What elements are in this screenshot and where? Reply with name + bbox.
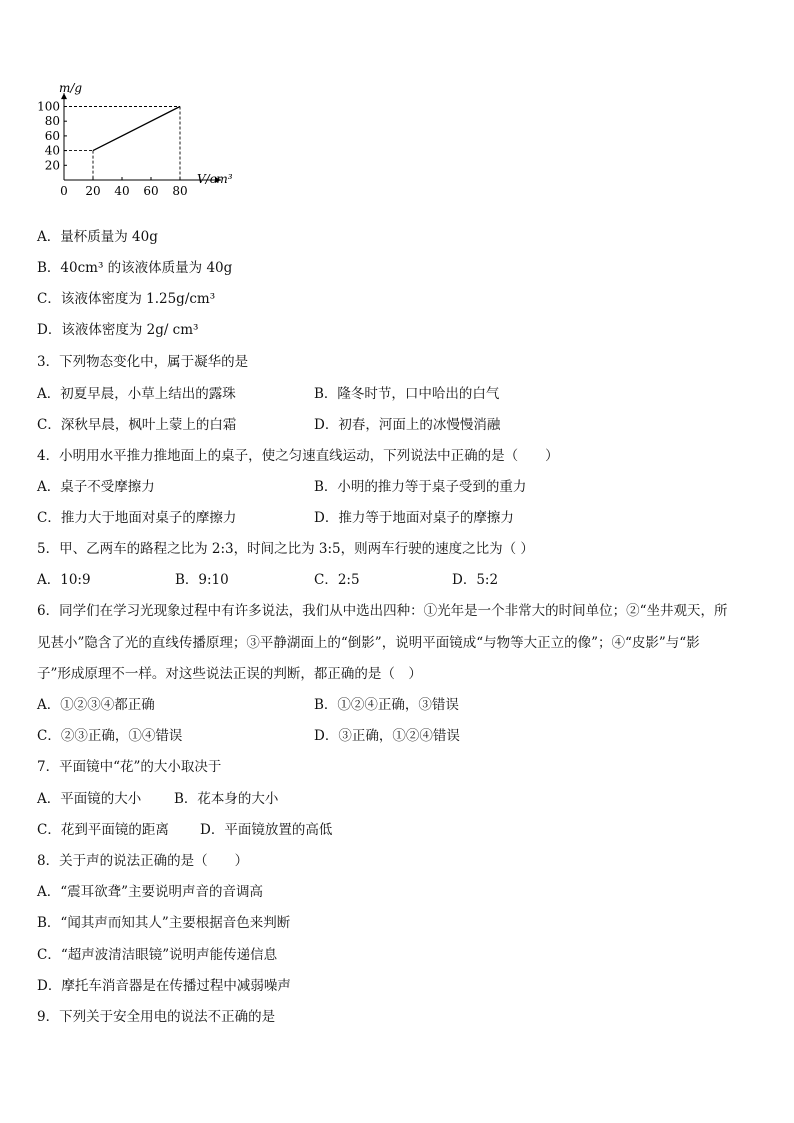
x-axis-label: V/cm³: [197, 172, 233, 186]
q5-option-c: C．2:5: [314, 572, 360, 588]
q8-option-b: B．“闻其声而知其人”主要根据音色来判断: [37, 915, 291, 931]
q3-option-d: D．初春，河面上的冰慢慢消融: [314, 417, 501, 433]
q7-option-d: D．平面镜放置的高低: [200, 822, 333, 838]
q5-stem: 5．甲、乙两车的路程之比为 2:3，时间之比为 3:5，则两车行驶的速度之比为（ ）: [37, 541, 534, 557]
q3-option-b: B．隆冬时节，口中哈出的白气: [314, 386, 500, 402]
q5-option-d: D．5:2: [452, 572, 499, 588]
q7-option-b: B．花本身的大小: [174, 791, 279, 807]
q3-option-c: C．深秋早晨，枫叶上蒙上的白霜: [37, 417, 237, 433]
series-line: [93, 107, 180, 151]
q8-stem: 8．关于声的说法正确的是（ ）: [37, 853, 249, 869]
q9-stem: 9．下列关于安全用电的说法不正确的是: [37, 1009, 276, 1025]
series: [93, 107, 180, 151]
q4-option-a: A．桌子不受摩擦力: [37, 479, 155, 495]
x-tick-label: 60: [143, 184, 159, 198]
q2-option-b: B．40cm³ 的该液体质量为 40g: [37, 260, 233, 276]
x-tick-label: 80: [172, 184, 188, 198]
q5-option-b: B．9:10: [175, 572, 229, 588]
x-tick-label: 40: [114, 184, 130, 198]
q4-option-d: D．推力等于地面对桌子的摩擦力: [314, 510, 514, 526]
q2-option-d: D．该液体密度为 2g/ cm³: [37, 322, 199, 338]
x-tick-label: 0: [60, 184, 68, 198]
y-axis-label: m/g: [59, 81, 83, 95]
y-tick-label: 60: [44, 128, 60, 143]
x-tick-label: 20: [85, 184, 101, 198]
y-tick-label: 20: [44, 158, 60, 173]
guide-lines: [64, 107, 180, 181]
q4-stem: 4．小明用水平推力推地面上的桌子，使之匀速直线运动，下列说法中正确的是（ ）: [37, 448, 559, 464]
q3-stem: 3．下列物态变化中，属于凝华的是: [37, 354, 249, 370]
q2-option-a: A．量杯质量为 40g: [37, 229, 158, 245]
q7-option-a: A．平面镜的大小: [37, 791, 142, 807]
y-tick-label: 100: [37, 99, 60, 114]
q4-option-c: C．推力大于地面对桌子的摩擦力: [37, 510, 237, 526]
mass-volume-graph: [36, 80, 236, 212]
q8-option-d: D．摩托车消音器是在传播过程中减弱噪声: [37, 978, 291, 994]
q6-stem-line-2: 见甚小”隐含了光的直线传播原理；③平静湖面上的“倒影”，说明平面镜成“与物等大正立的像”；④“皮影”与“影: [37, 635, 700, 651]
y-tick-label: 40: [44, 143, 60, 158]
q7-stem: 7．平面镜中“花”的大小取决于: [37, 759, 222, 775]
q6-option-a: A．①②③④都正确: [37, 697, 155, 713]
q3-option-a: A．初夏早晨，小草上结出的露珠: [37, 386, 236, 402]
q6-option-d: D．③正确，①②④错误: [314, 728, 460, 744]
q8-option-c: C．“超声波清洁眼镜”说明声能传递信息: [37, 947, 278, 963]
q6-option-c: C．②③正确，①④错误: [37, 728, 183, 744]
q6-option-b: B．①②④正确，③错误: [314, 697, 459, 713]
q6-stem-line-1: 6．同学们在学习光现象过程中有许多说法，我们从中选出四种：①光年是一个非常大的时间单位；②“坐井观天，所: [37, 603, 728, 619]
q8-option-a: A．“震耳欲聋”主要说明声音的音调高: [37, 884, 264, 900]
q6-stem-line-3: 子”形成原理不一样。对这些说法正误的判断，都正确的是（ ）: [37, 666, 422, 682]
q7-option-c: C．花到平面镜的距离: [37, 822, 169, 838]
q2-option-c: C．该液体密度为 1.25g/cm³: [37, 291, 216, 307]
q4-option-b: B．小明的推力等于桌子受到的重力: [314, 479, 527, 495]
y-tick-label: 80: [44, 114, 60, 129]
q5-option-a: A．10:9: [37, 572, 91, 588]
